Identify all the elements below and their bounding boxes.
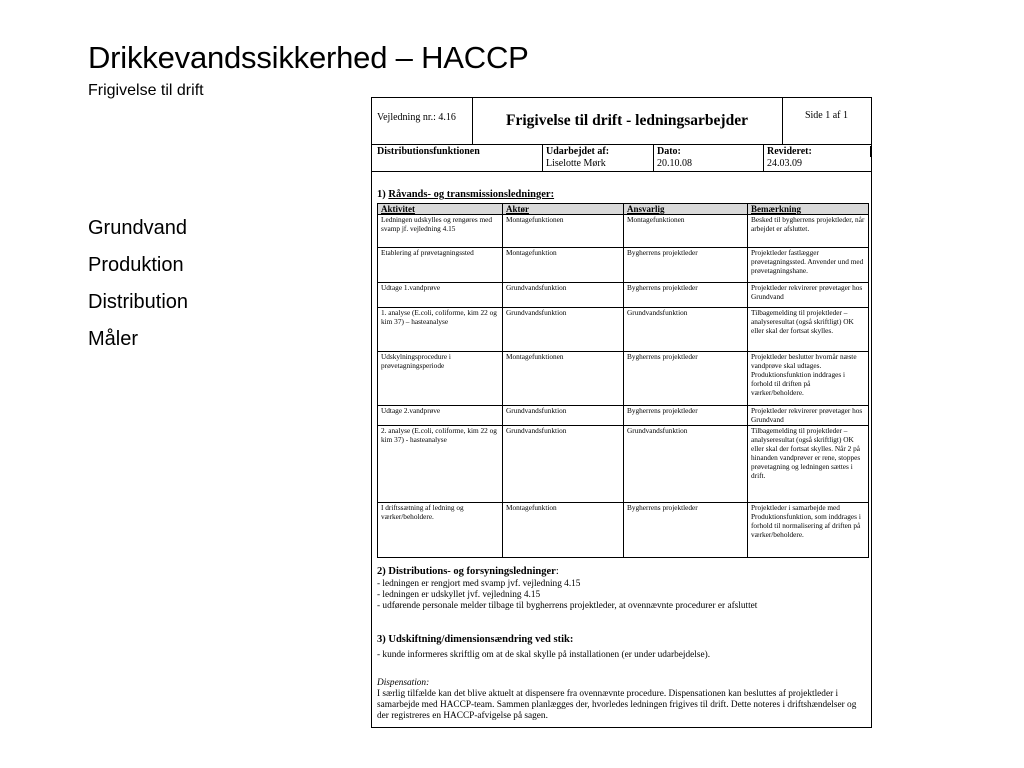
section2-body: [377, 579, 867, 612]
table-cell: Montagefunktionen: [503, 215, 624, 248]
table-cell: Tilbagemelding til projektleder – analyseresultat (også skriftligt) OK eller skal der fortsat skylles. Når 2 på hinanden vandprøver er rene, stoppes prøvetagning og ledningen sættes i drift.: [748, 426, 869, 503]
table-row: [378, 215, 869, 248]
prepared-by: Udarbejdet af: Liselotte Mørk: [546, 146, 610, 169]
table-cell: Projektleder beslutter hvornår næste vandprøve skal udtages. Produktionsfunktion inddrages i forhold til driften på værker/beholdere.: [748, 352, 869, 406]
bullet-item: Produktion: [88, 254, 184, 276]
table-cell: Grundvandsfunktion: [503, 283, 624, 308]
list-item: - ledningen er udskyllet jvf. vejledning 4.15: [377, 590, 541, 600]
column-header: Aktivitet: [378, 204, 503, 215]
list-item: - udførende personale melder tilbage til bygherrens projektleder, at ovennævnte procedurer er afsluttet: [377, 601, 758, 611]
column-header: Aktør: [503, 204, 624, 215]
table-row: [378, 503, 869, 558]
function-name: Distributionsfunktionen: [377, 146, 480, 157]
table-cell: Bygherrens projektleder: [624, 503, 748, 558]
divider: [542, 144, 543, 171]
table-header-row: [378, 204, 869, 215]
table-cell: Grundvandsfunktion: [503, 426, 624, 503]
table-cell: Bygherrens projektleder: [624, 248, 748, 283]
table-cell: Udskylningsprocedure i prøvetagningsperiode: [378, 352, 503, 406]
table-row: [378, 308, 869, 352]
table-cell: Montagefunktion: [503, 248, 624, 283]
table-cell: Udtage 1.vandprøve: [378, 283, 503, 308]
section1-heading: 1) Råvands- og transmissionsledninger:: [377, 189, 555, 200]
table-cell: Montagefunktionen: [624, 215, 748, 248]
slide-title: Drikkevandssikkerhed – HACCP: [88, 40, 529, 75]
bullet-item: Distribution: [88, 291, 189, 313]
table-cell: Grundvandsfunktion: [624, 426, 748, 503]
dispensation-text: I særlig tilfælde kan det blive aktuelt at dispensere fra ovennævnte procedure. Dispensationen kan besluttes af projektleder i samarbejde med HACCP-team. Sammen planlægges der, hvorledes ledningen frigives til drift. Dette noteres i driftshændelser og der registreres en HACCP-afvigelse på sagen.: [377, 689, 857, 721]
document-header: [372, 98, 871, 145]
table-cell: Udtage 2.vandprøve: [378, 406, 503, 426]
column-header: Bemærkning: [748, 204, 869, 215]
section2-heading: 2) Distributions- og forsyningsledninger:: [377, 566, 559, 577]
section3-body: [377, 650, 867, 661]
embedded-document: [371, 97, 872, 728]
table-cell: Projektleder rekvirerer prøvetager hos Grundvand: [748, 283, 869, 308]
table-cell: 1. analyse (E.coli, coliforme, kim 22 og kim 37) – hasteanalyse: [378, 308, 503, 352]
table-cell: Projektleder rekvirerer prøvetager hos Grundvand: [748, 406, 869, 426]
table-cell: Ledningen udskylles og rengøres med svamp jf. vejledning 4.15: [378, 215, 503, 248]
table-cell: Etablering af prøvetagningssted: [378, 248, 503, 283]
bullet-item: Måler: [88, 328, 139, 350]
table-row: [378, 426, 869, 503]
table-row: [378, 283, 869, 308]
table-cell: Montagefunktionen: [503, 352, 624, 406]
section3-heading: 3) Udskiftning/dimensionsændring ved stik:: [377, 634, 574, 645]
table-cell: Projektleder fastlægger prøvetagningssted. Anvender und med prøvetagningshane.: [748, 248, 869, 283]
divider: [763, 144, 764, 171]
table-cell: 2. analyse (E.coli, coliforme, kim 22 og kim 37) - hasteanalyse: [378, 426, 503, 503]
activity-table: [377, 203, 869, 558]
bullet-list: [88, 210, 188, 358]
table-cell: Montagefunktion: [503, 503, 624, 558]
table-row: [378, 406, 869, 426]
table-cell: I driftssætning af ledning og værker/beholdere.: [378, 503, 503, 558]
divider: [653, 144, 654, 171]
list-item: - kunde informeres skriftlig om at de skal skylle på installationen (er under udarbejdelse).: [377, 650, 711, 660]
bullet-item: Grundvand: [88, 217, 187, 239]
column-header: Ansvarlig: [624, 204, 748, 215]
table-cell: Projektleder i samarbejde med Produktionsfunktion, som inddrages i forhold til normalisering af driften på værker/beholdere.: [748, 503, 869, 558]
table-cell: Bygherrens projektleder: [624, 406, 748, 426]
slide-subtitle: Frigivelse til drift: [88, 82, 204, 99]
table-cell: Bygherrens projektleder: [624, 352, 748, 406]
table-row: [378, 248, 869, 283]
table-row: [378, 352, 869, 406]
dispensation-label: Dispensation:: [377, 678, 430, 688]
table-cell: Besked til bygherrens projektleder, når arbejdet er afsluttet.: [748, 215, 869, 248]
date: Dato: 20.10.08: [657, 146, 692, 169]
table-cell: Grundvandsfunktion: [503, 308, 624, 352]
margin-mark: [870, 146, 872, 157]
document-meta: [372, 144, 871, 172]
document-title: Frigivelse til drift - ledningsarbejder: [506, 112, 748, 129]
list-item: - ledningen er rengjort med svamp jvf. vejledning 4.15: [377, 579, 581, 589]
page-indicator: Side 1 af 1: [804, 110, 849, 121]
table-cell: Tilbagemelding til projektleder – analyseresultat (også skriftligt) OK eller skal der fortsat skylles.: [748, 308, 869, 352]
table-cell: Grundvandsfunktion: [503, 406, 624, 426]
table-cell: Grundvandsfunktion: [624, 308, 748, 352]
table-cell: Bygherrens projektleder: [624, 283, 748, 308]
revised: Revideret: 24.03.09: [767, 146, 812, 169]
guide-number: Vejledning nr.: 4.16: [377, 112, 456, 123]
